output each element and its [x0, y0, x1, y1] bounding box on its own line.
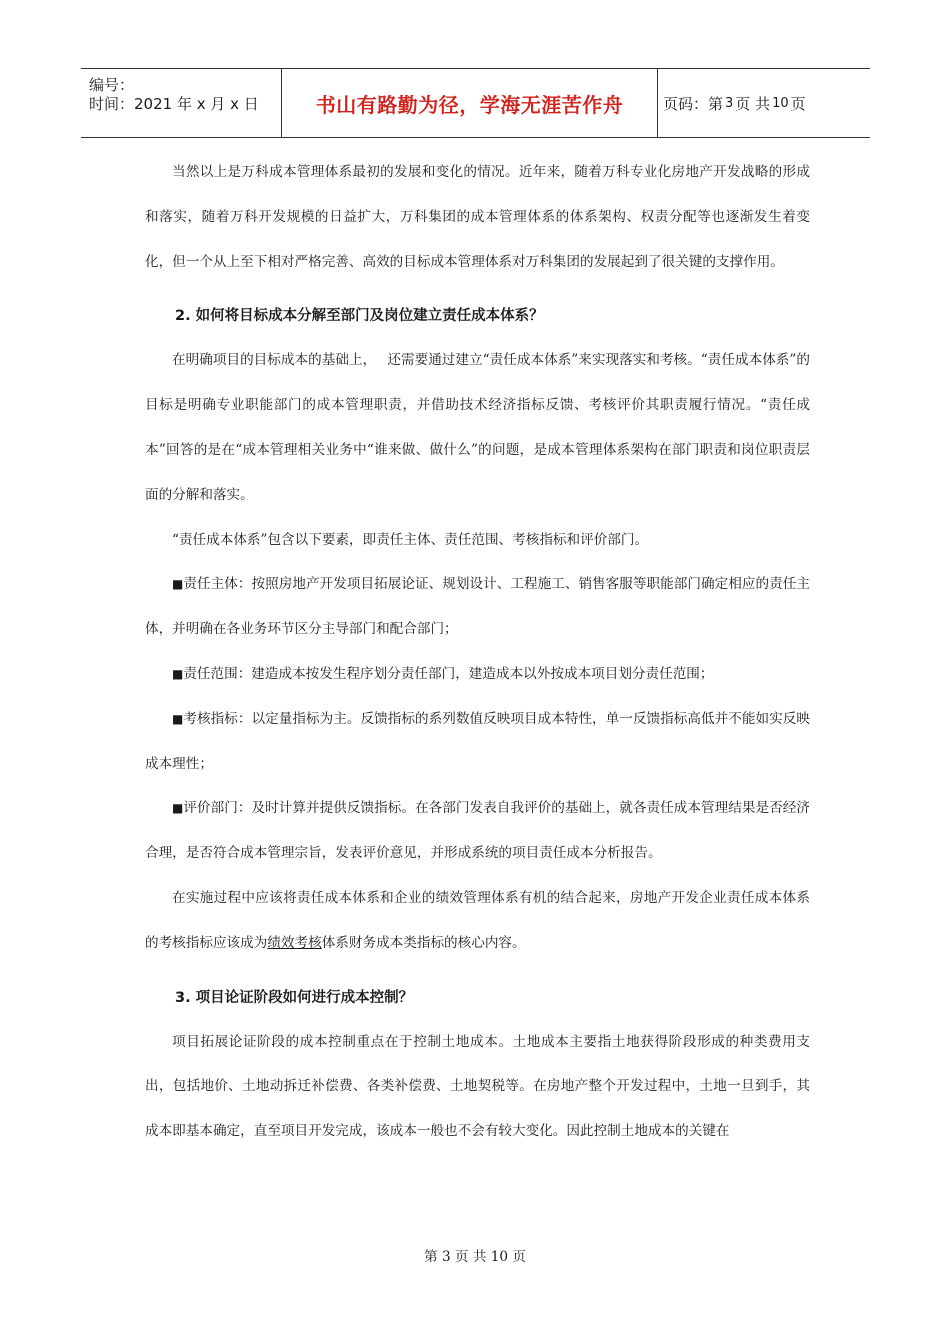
heading-section-3: 3. 项目论证阶段如何进行成本控制？: [175, 989, 414, 1006]
bullet-item-4: [145, 786, 810, 876]
paragraph-2: 在明确项目的目标成本的基础上， 还需要通过建立“责任成本体系”来实现落实和考核。“责任成本体系”的目标是明确专业职能部门的成本管理职责，并借助技术经济指标反馈、考核评价其职责履行情况。“责任成本”回答的是在“成本管理相关业务中“谁来做、做什么”的问题，是成本管理体系架构在部门职责和岗位职责层面的分解和落实。: [145, 352, 810, 503]
bullet-item-3: [145, 697, 810, 787]
header-info-cell: [81, 69, 282, 137]
page-footer: 第 3 页 共 10 页: [424, 1249, 526, 1265]
bullet-item-2: [145, 652, 810, 697]
bullet-square-icon: ■: [172, 801, 184, 816]
number-label: 编号：: [89, 76, 135, 94]
document-body: [145, 150, 810, 1154]
bullet-item-1: [145, 562, 810, 652]
heading-section-2: 2. 如何将目标成本分解至部门及岗位建立责任成本体系？: [175, 308, 544, 325]
paragraph-1: 当然以上是万科成本管理体系最初的发展和变化的情况。近年来，随着万科专业化房地产开发战略的形成和落实，随着万科开发规模的日益扩大，万科集团的成本管理体系的体系架构、权责分配等也逐渐发生着变化，但一个从上至下相对严格完善、高效的目标成本管理体系对万科集团的发展起到了很关键的支撑作用。: [145, 164, 810, 270]
bullet-text-3: 考核指标：以定量指标为主。反馈指标的系列数值反映项目成本特性，单一反馈指标高低并不能如实反映成本理性；: [145, 710, 810, 772]
bullet-text-2: 责任范围：建造成本按发生程序划分责任部门，建造成本以外按成本项目划分责任范围；: [183, 665, 714, 682]
bullet-text-4: 评价部门：及时计算并提供反馈指标。在各部门发表自我评价的基础上，就各责任成本管理结果是否经济合理，是否符合成本管理宗旨，发表评价意见，并形成系统的项目责任成本分析报告。: [145, 800, 810, 862]
page-suffix: 页: [790, 94, 806, 113]
bullet-text-1: 责任主体：按照房地产开发项目拓展论证、规划设计、工程施工、销售客服等职能部门确定相应的责任主体，并明确在各业务环节区分主导部门和配合部门；: [145, 576, 810, 638]
page-middle: 页 共: [735, 94, 771, 113]
paragraph-5: 项目拓展论证阶段的成本控制重点在于控制土地成本。土地成本主要指土地获得阶段形成的种类费用支出，包括地价、土地动拆迁补偿费、各类补偿费、土地契税等。在房地产整个开发过程中，土地一旦到手，其成本即基本确定，直至项目开发完成，该成本一般也不会有较大变化。因此控制土地成本的关键在: [145, 1033, 810, 1140]
page-prefix: 页码：第: [663, 94, 724, 113]
paragraph-4-text-a: 在实施过程中应该将责任成本体系和企业的绩效管理体系有机的结合起来，房地产开发企业责任成本体系的考核指标应该成为: [145, 889, 810, 951]
paragraph-3: “责任成本体系”包含以下要素，即责任主体、责任范围、考核指标和评价部门。: [172, 531, 649, 548]
performance-link[interactable]: 绩效考核: [267, 934, 322, 951]
page-current: 3: [725, 95, 734, 111]
bullet-square-icon: ■: [172, 577, 184, 592]
header-table: [81, 68, 870, 138]
paragraph-4: [145, 876, 810, 966]
bullet-square-icon: ■: [172, 711, 184, 726]
time-label: 时间：2021 年 x 月 x 日: [89, 95, 259, 113]
page-total: 10: [772, 95, 789, 111]
paragraph-4-text-b: 体系财务成本类指标的核心内容。: [321, 934, 526, 951]
motto-cell: 书山有路勤为径，学海无涯苦作舟: [282, 69, 658, 137]
page-number-cell: [663, 69, 806, 137]
bullet-square-icon: ■: [172, 666, 184, 681]
